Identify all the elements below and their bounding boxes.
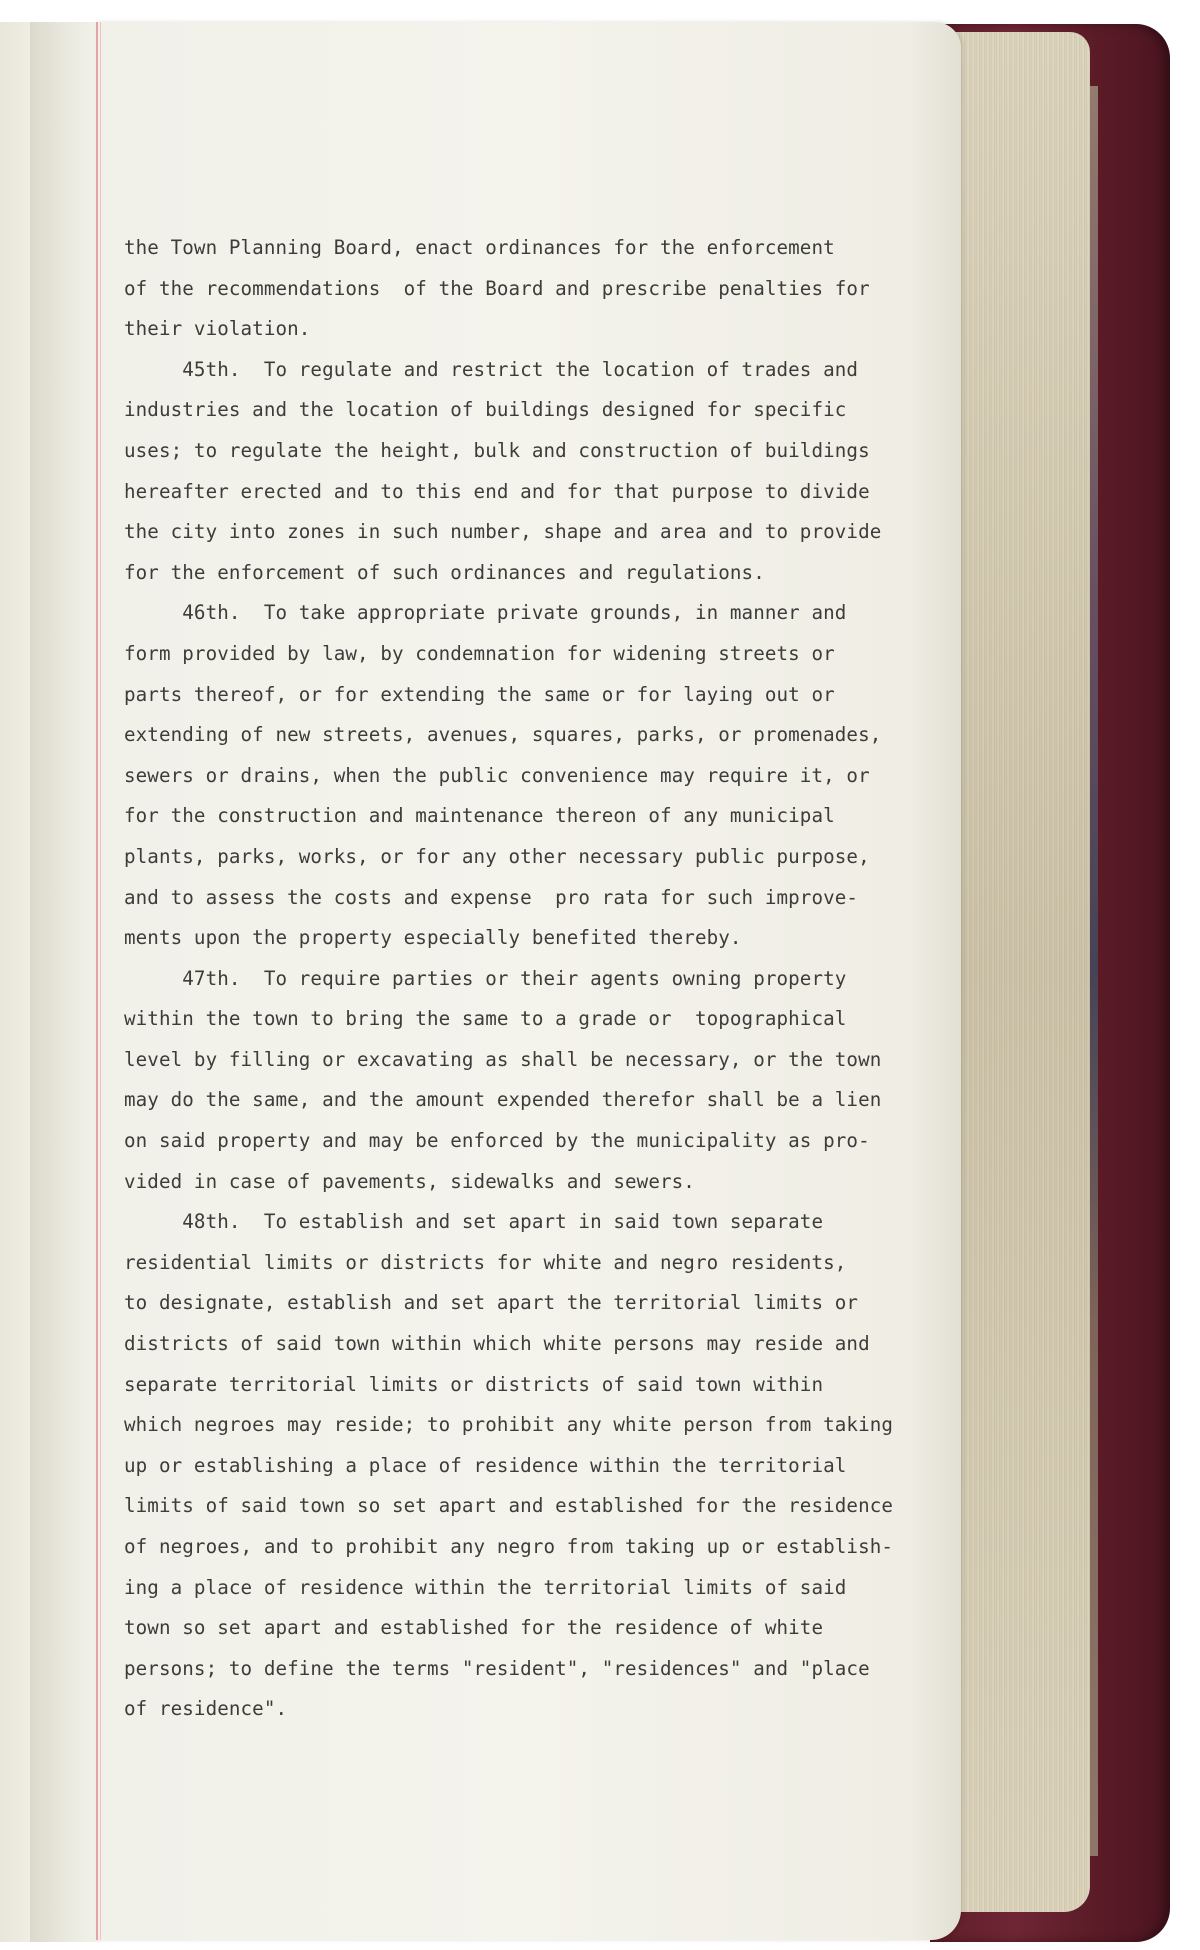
book-gutter [30, 22, 100, 1942]
text-line: the Town Planning Board, enact ordinances for the enforcement [124, 236, 835, 259]
text-line: within the town to bring the same to a grade or topographical [124, 1007, 847, 1031]
text-line: plants, parks, works, or for any other necessary public purpose, [124, 844, 870, 868]
text-line: limits of said town so set apart and established for the residence [124, 1494, 894, 1518]
text-line: districts of said town within which white persons may reside and [124, 1332, 870, 1356]
text-line: hereafter erected and to this end and for that purpose to divide [124, 479, 870, 503]
previous-page-edge [0, 22, 31, 1942]
page-edges [940, 32, 1090, 1912]
text-line: vided in case of pavements, sidewalks and sewers. [124, 1169, 695, 1193]
text-line: residential limits or districts for white and negro residents, [124, 1250, 847, 1274]
text-line: for the construction and maintenance thereon of any municipal [124, 804, 835, 828]
text-line: separate territorial limits or districts of said town within [124, 1372, 824, 1396]
text-line: to designate, establish and set apart the territorial limits or [124, 1291, 859, 1315]
text-line: town so set apart and established for the residence of white [124, 1616, 824, 1640]
text-line: uses; to regulate the height, bulk and construction of buildings [124, 438, 870, 462]
text-line: persons; to define the terms "resident", "residences" and "place [124, 1656, 870, 1680]
text-line: extending of new streets, avenues, squares, parks, or promenades, [124, 723, 882, 747]
text-line: up or establishing a place of residence within the territorial [124, 1453, 847, 1477]
text-line: may do the same, and the amount expended therefor shall be a lien [124, 1088, 882, 1112]
text-line: industries and the location of buildings designed for specific [124, 398, 847, 422]
text-line: parts thereof, or for extending the same or for laying out or [124, 682, 835, 706]
text-line: 48th. To establish and set apart in said town separate [124, 1210, 824, 1234]
text-line: 47th. To require parties or their agents owning property [124, 966, 847, 990]
text-line: ing a place of residence within the territorial limits of said [124, 1575, 847, 1599]
text-line: 45th. To regulate and restrict the location of trades and [124, 357, 859, 381]
page-text [124, 228, 924, 1730]
margin-rule-secondary [100, 22, 101, 1940]
text-line: of the recommendations of the Board and prescribe penalties for [124, 276, 870, 300]
margin-rule [96, 22, 98, 1940]
text-line: which negroes may reside; to prohibit any white person from taking [124, 1413, 894, 1437]
text-line: their violation. [124, 317, 311, 341]
text-line: level by filling or excavating as shall be necessary, or the town [124, 1047, 882, 1071]
text-line: and to assess the costs and expense pro rata for such improve- [124, 885, 859, 909]
text-line: form provided by law, by condemnation for widening streets or [124, 641, 835, 665]
text-line: sewers or drains, when the public convenience may require it, or [124, 763, 870, 787]
text-line: on said property and may be enforced by the municipality as pro- [124, 1129, 870, 1153]
text-line: for the enforcement of such ordinances and regulations. [124, 560, 765, 584]
text-line: 46th. To take appropriate private grounds, in manner and [124, 601, 847, 625]
text-line: ments upon the property especially benefited thereby. [124, 926, 742, 950]
text-line: of negroes, and to prohibit any negro from taking up or establish- [124, 1535, 894, 1558]
text-line: of residence". [124, 1697, 288, 1721]
text-line: the city into zones in such number, shape and area and to provide [124, 520, 882, 544]
